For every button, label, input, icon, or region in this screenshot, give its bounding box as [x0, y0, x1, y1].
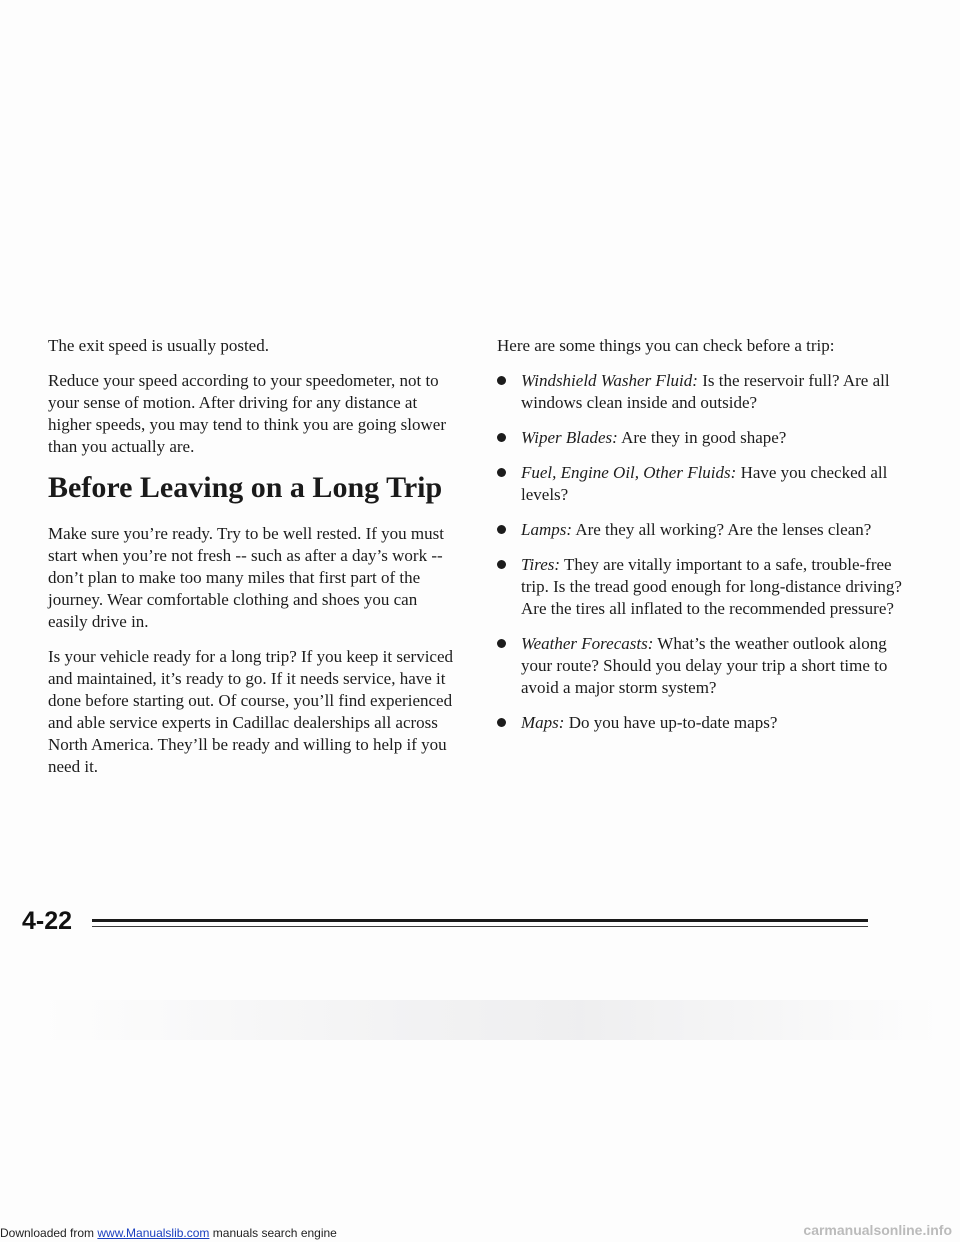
checklist-intro: Here are some things you can check before a trip:: [497, 336, 835, 355]
item-label: Windshield Washer Fluid:: [521, 371, 698, 390]
page-footer: [0, 906, 960, 946]
bullet-icon: [497, 560, 506, 569]
bullet-icon: [497, 433, 506, 442]
bullet-icon: [497, 718, 506, 727]
list-item: [497, 554, 907, 620]
bullet-icon: [497, 525, 506, 534]
be-ready-paragraph: Make sure you’re ready. Try to be well rested. If you must start when you’re not fresh -- such as after a day’s work -- don’t plan to make too many miles that first part of the journey. Wear comfortable clothing and shoes you can easily drive in.: [48, 524, 444, 631]
item-text: Are they in good shape?: [617, 428, 787, 447]
item-label: Tires:: [521, 555, 561, 574]
download-banner: [0, 1225, 337, 1241]
item-label: Wiper Blades:: [521, 428, 618, 447]
list-item: [497, 427, 907, 449]
item-label: Maps:: [521, 713, 565, 732]
manualslib-link[interactable]: www.Manualslib.com: [97, 1226, 210, 1240]
banner-suffix: manuals search engine: [209, 1226, 337, 1240]
item-label: Fuel, Engine Oil, Other Fluids:: [521, 463, 737, 482]
item-text: Are they all working? Are the lenses clean?: [572, 520, 872, 539]
left-column: [48, 335, 458, 791]
list-item: [497, 462, 907, 506]
vehicle-ready-paragraph: Is your vehicle ready for a long trip? If you keep it serviced and maintained, it’s ready to go. If it needs service, have it done before starting out. Of course, you’ll find experienced and able service experts in Cadillac dealerships all across North America. They’ll be ready and willing to help if you need it.: [48, 647, 454, 776]
item-text: Have you checked all levels?: [521, 463, 888, 504]
section-heading: Before Leaving on a Long Trip: [48, 471, 443, 504]
exit-speed-paragraph: The exit speed is usually posted.: [48, 336, 269, 355]
banner-prefix: Downloaded from: [0, 1226, 98, 1240]
list-item: [497, 633, 907, 699]
reduce-speed-paragraph: Reduce your speed according to your speedometer, not to your sense of motion. After driving for any distance at higher speeds, you may tend to think you are going slower than you actually are.: [48, 371, 447, 456]
bullet-icon: [497, 376, 506, 385]
footer-rule: [92, 919, 868, 922]
list-item: [497, 519, 907, 541]
item-text: Is the reservoir full? Are all windows clean inside and outside?: [521, 371, 890, 412]
item-text: What’s the weather outlook along your route? Should you delay your trip a short time to avoid a major storm system?: [521, 634, 888, 697]
item-label: Lamps:: [521, 520, 573, 539]
right-column: [497, 335, 907, 747]
bullet-icon: [497, 639, 506, 648]
list-item: [497, 370, 907, 414]
bullet-icon: [497, 468, 506, 477]
footer-rule-thin: [92, 926, 868, 927]
pre-trip-checklist: [497, 370, 907, 734]
watermark: carmanualsonline.info: [803, 1222, 952, 1238]
list-item: [497, 712, 907, 734]
scan-artifact: [40, 1000, 940, 1040]
item-label: Weather Forecasts:: [521, 634, 654, 653]
page-number: 4-22: [22, 907, 73, 935]
item-text: They are vitally important to a safe, trouble-free trip. Is the tread good enough for long-distance driving? Are the tires all inflated to the recommended pressure?: [521, 555, 902, 618]
item-text: Do you have up-to-date maps?: [564, 713, 778, 732]
